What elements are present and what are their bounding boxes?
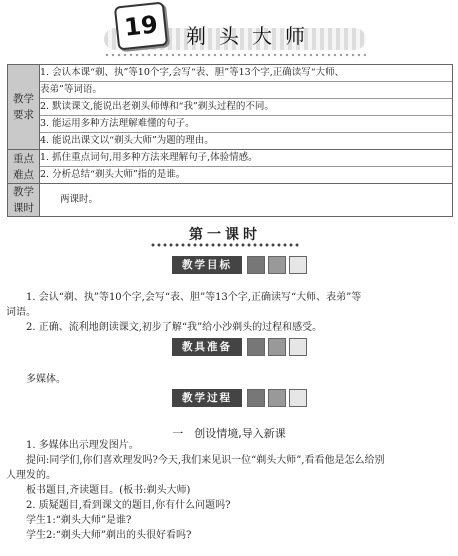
list-item: 学生1:“剃头大师”是谁?: [26, 515, 132, 526]
row-label: [8, 184, 40, 217]
tag-square: [289, 389, 307, 407]
lesson-number: 19: [122, 10, 160, 42]
list-item: 2. 质疑题目,看到课文的题目,你有什么问题吗?: [26, 500, 231, 511]
list-item: 提问:同学们,你们喜欢理发吗?今天,我们来见识一位“剃头大师”,看看他是怎么给别: [26, 455, 385, 466]
label-text: 重点难点: [13, 152, 34, 181]
tag-square: [289, 338, 307, 356]
lesson-number-badge: [114, 2, 168, 51]
row-label: [8, 65, 40, 150]
row-label: [8, 150, 40, 184]
list-item: 1. 会认本课“剃、执”等10个字,会写“表、胆”等13个字,正确读写“大师、: [40, 65, 452, 82]
teaching-plan-table: [7, 64, 453, 217]
list-item: 2. 正确、流利地朗读课文,初步了解“我”给小沙剃头的过程和感受。: [26, 322, 323, 333]
objectives-text: [6, 290, 452, 335]
heading-dots: [150, 243, 300, 247]
section-heading: 第一课时: [189, 227, 261, 243]
label-text: 教学要求: [13, 93, 34, 121]
list-item: 2. 分析总结“剃头大师”指的是谁。: [40, 169, 186, 180]
list-item: 学生2:“剃头大师”剃出的头很好看吗?: [26, 530, 192, 541]
tag-square: [268, 256, 286, 274]
label-text: 教学课时: [13, 186, 34, 214]
tag-square: [289, 256, 307, 274]
table-row: [8, 150, 453, 184]
tag-label: 教具准备: [172, 338, 242, 356]
tag-square: [247, 338, 265, 356]
list-item: 4. 能说出课文以“剃头大师”为题的理由。: [40, 135, 214, 146]
list-item: 1. 多媒体出示理发图片。: [26, 440, 139, 451]
list-item: 表弟”等词语。: [40, 82, 452, 99]
tag-square: [268, 338, 286, 356]
lesson-title: 剃头大师: [186, 24, 318, 48]
tag-label: 教学目标: [172, 256, 242, 274]
list-item: 两课时。: [60, 194, 99, 205]
list-item: 1. 抓住重点词句,用多种方法来理解句子,体验情感。: [40, 150, 452, 167]
row-content: [40, 184, 453, 217]
title-dots: [104, 53, 366, 57]
tag-label: 教学过程: [172, 389, 242, 407]
list-item: 3. 能运用多种方法理解难懂的句子。: [40, 116, 452, 133]
list-item: 2. 默读课文,能说出老剃头师傅和“我”剃头过程的不同。: [40, 99, 452, 116]
table-row: [8, 184, 453, 217]
list-item: 板书题目,齐读题目。(板书:剃头大师): [26, 485, 191, 496]
list-item: 词语。: [6, 307, 36, 318]
tag-square: [247, 256, 265, 274]
materials-text: 多媒体。: [26, 374, 66, 385]
process-text: [6, 438, 452, 543]
process-subheading: 一 创设情境,导入新课: [172, 427, 286, 440]
list-item: 1. 会认“剃、执”等10个字,会写“表、胆”等13个字,正确读写“大师、表弟”等: [26, 292, 362, 303]
table-row: [8, 65, 453, 150]
row-content: [40, 150, 453, 184]
tag-square: [247, 389, 265, 407]
lesson-header: [0, 0, 458, 60]
list-item: 人理发的。: [6, 470, 56, 481]
row-content: [40, 65, 453, 150]
tag-square: [268, 389, 286, 407]
